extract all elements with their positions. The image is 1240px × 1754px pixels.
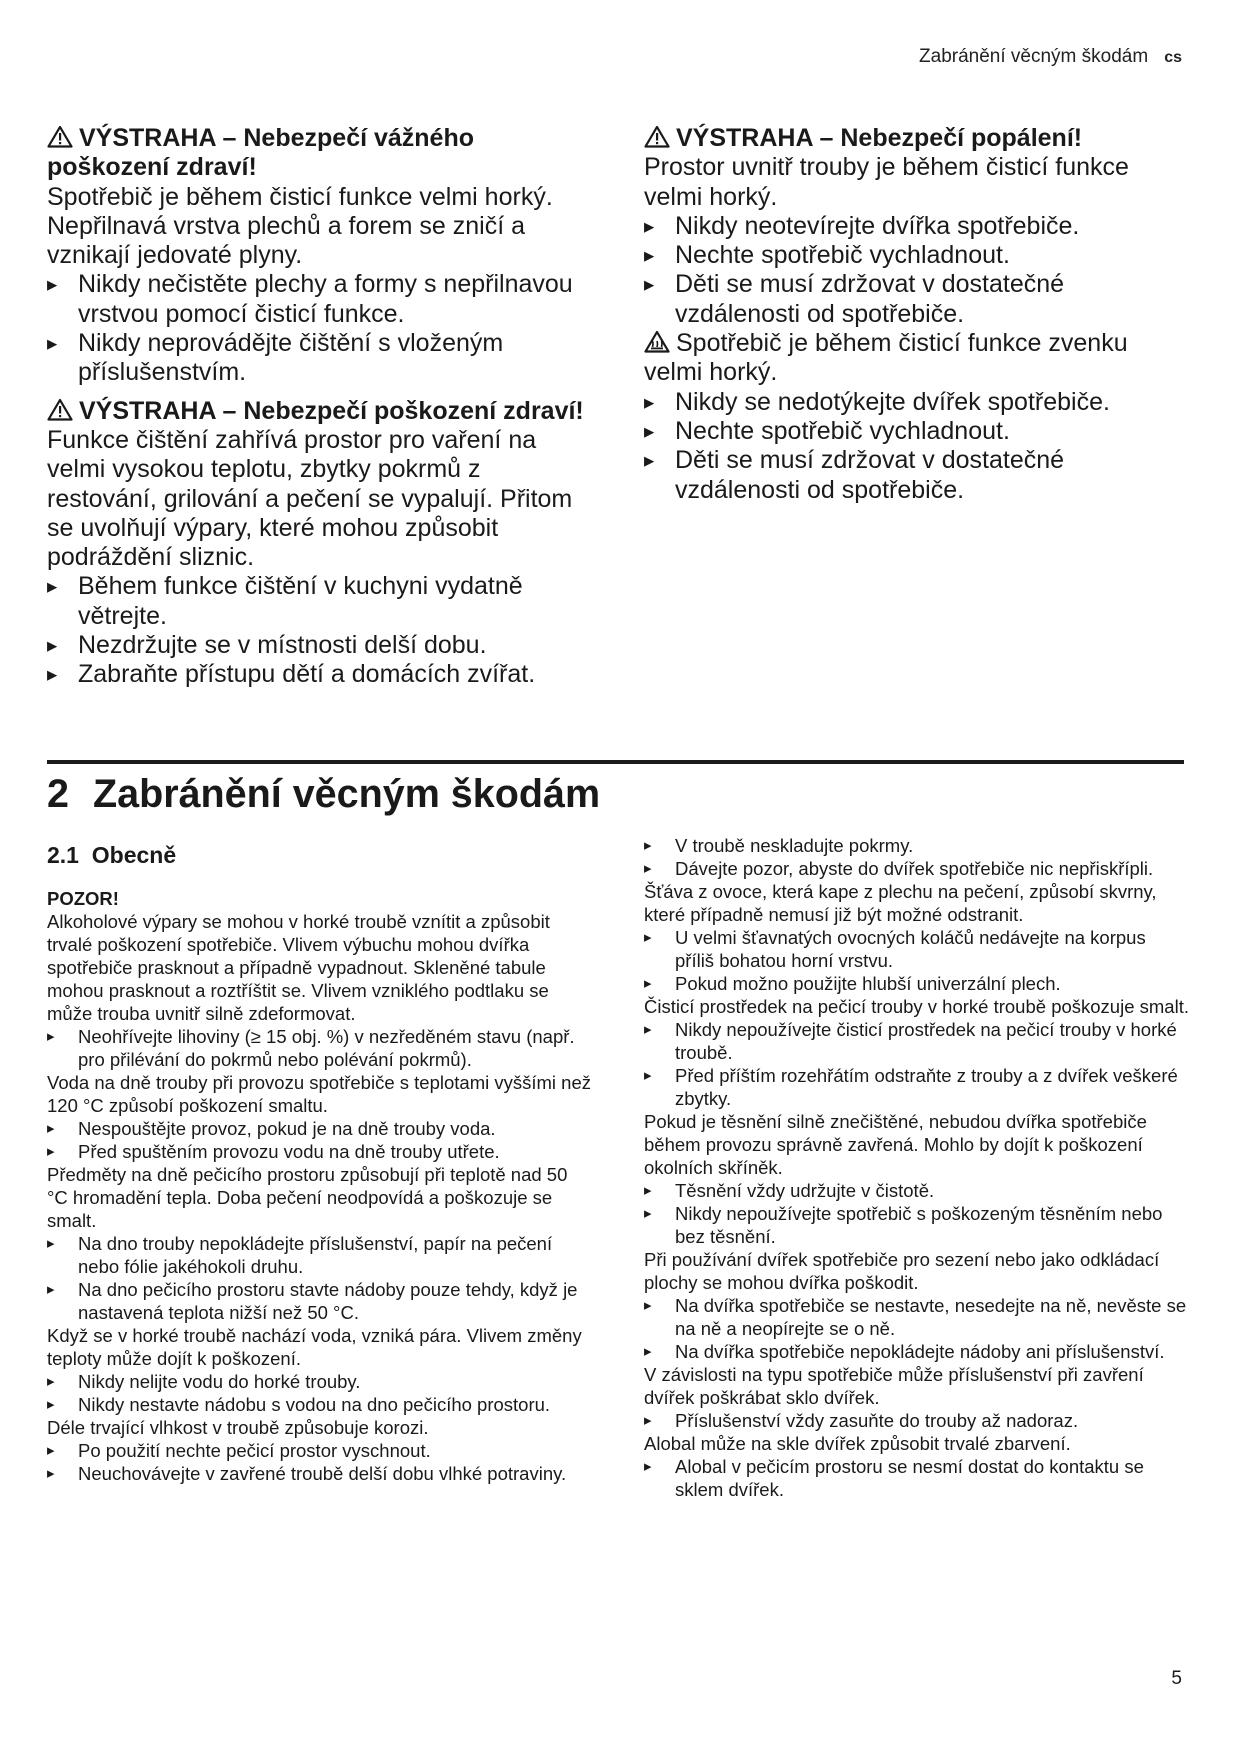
right-items [644, 834, 1189, 1501]
bullet-item: ▸ Těsnění vždy udržujte v čistotě. [644, 1179, 1189, 1202]
left-items [47, 910, 592, 1485]
bullet-item: ▸ Nikdy nepoužívejte čisticí prostředek na pečicí trouby v horké troubě. [644, 1018, 1189, 1064]
warning-bullet: ▸ Během funkce čištění v kuchyni vydatně větrejte. [47, 572, 592, 631]
bullet-item: ▸ Na dno pečicího prostoru stavte nádoby pouze tehdy, když je nastavená teplota nižší než 50 °C. [47, 1278, 592, 1324]
language-code: cs [1164, 49, 1182, 66]
warning-right [644, 124, 1189, 505]
bullet-item: ▸ Před příštím rozehřátím odstraňte z trouby a z dvířek veškeré zbytky. [644, 1064, 1189, 1110]
paragraph: Při používání dvířek spotřebiče pro sezení nebo jako odkládací plochy se mohou dvířka poškodit. [644, 1249, 1160, 1293]
bullet-item: ▸ Příslušenství vždy zasuňte do trouby až nadoraz. [644, 1409, 1189, 1432]
bullet-item: ▸ V troubě neskladujte pokrmy. [644, 834, 1189, 857]
paragraph: Čisticí prostředek na pečicí trouby v horké troubě poškozuje smalt. [644, 996, 1189, 1017]
bullet-item: ▸ Nikdy nelijte vodu do horké trouby. [47, 1370, 592, 1393]
section-title: Zabránění věcným škodám [92, 772, 601, 816]
warning-bullet: ▸ Zabraňte přístupu dětí a domácích zvířat. [47, 660, 592, 689]
warnings-left [47, 124, 592, 699]
paragraph: Když se v horké troubě nachází voda, vzniká pára. Vlivem změny teploty může dojít k poškození. [47, 1325, 582, 1369]
bullet-item: ▸ Nikdy nepoužívejte spotřebič s poškozeným těsněním nebo bez těsnění. [644, 1202, 1189, 1248]
warning-title: VÝSTRAHA – Nebezpečí vážného poškození zdraví! [47, 124, 475, 182]
subsection-title: Obecně [91, 842, 177, 868]
bullet-item: ▸ Na dvířka spotřebiče nepokládejte nádoby ani příslušenství. [644, 1340, 1189, 1363]
warning-triangle-icon [644, 125, 670, 148]
bullet-item: ▸ U velmi šťavnatých ovocných koláčů nedávejte na korpus příliš bohatou horní vrstvu. [644, 926, 1189, 972]
bullet-item: ▸ Po použití nechte pečicí prostor vyschnout. [47, 1439, 592, 1462]
warning-bullet: ▸ Nechte spotřebič vychladnout. [644, 241, 1189, 270]
warning-bullet: ▸ Děti se musí zdržovat v dostatečné vzdálenosti od spotřebiče. [644, 446, 1189, 505]
bullet-item: ▸ Neuchovávejte v zavřené troubě delší dobu vlhké potraviny. [47, 1462, 592, 1485]
section-left-column [47, 834, 592, 1485]
paragraph: Voda na dně trouby při provozu spotřebiče s teplotami vyššími než 120 °C způsobí poškození smaltu. [47, 1072, 591, 1116]
paragraph: Alkoholové výpary se mohou v horké troubě vznítit a způsobit trvalé poškození spotřebiče. Vlivem výbuchu mohou dvířka spotřebiče prasknout a případně vypadnout. Skleněné tabule mohou prasknout a roztříštit se. Vlivem vzniklého podtlaku se může trouba uvnitř silně zdeformovat. [47, 911, 550, 1024]
hot-surface-icon [644, 330, 670, 353]
bullet-item: ▸ Před spuštěním provozu vodu na dně trouby utřete. [47, 1140, 592, 1163]
warning-text: Prostor uvnitř trouby je během čisticí funkce velmi horký. [644, 153, 1129, 211]
paragraph: Šťáva z ovoce, která kape z plechu na pečení, způsobí skvrny, které případně nemusí již být možné odstranit. [644, 881, 1157, 925]
bullet-item: ▸ Nespouštějte provoz, pokud je na dně trouby voda. [47, 1117, 592, 1140]
bullet-item: ▸ Dávejte pozor, abyste do dvířek spotřebiče nic nepřiskřípli. [644, 857, 1189, 880]
warning-title: VÝSTRAHA – Nebezpečí poškození zdraví! [79, 396, 584, 425]
section-heading [47, 772, 600, 817]
page-number: 5 [1171, 1668, 1182, 1689]
section-right-column [644, 834, 1189, 1501]
paragraph: Pokud je těsnění silně znečištěné, nebudou dvířka spotřebiče během provozu správně zavřená. Mohlo by dojít k poškození okolních skříněk. [644, 1111, 1147, 1178]
warning-bullet: ▸ Děti se musí zdržovat v dostatečné vzdálenosti od spotřebiče. [644, 270, 1189, 329]
warning-bullet: ▸ Nikdy nečistěte plechy a formy s nepřilnavou vrstvou pomocí čisticí funkce. [47, 270, 592, 329]
subsection-number: 2.1 [47, 842, 79, 868]
warning-block [47, 124, 592, 388]
warning-text: Spotřebič je během čisticí funkce zvenku velmi horký. [644, 329, 1128, 387]
warning-bullet: ▸ Nechte spotřebič vychladnout. [644, 417, 1189, 446]
paragraph: Předměty na dně pečicího prostoru způsobují při teplotě nad 50 °C hromadění tepla. Doba pečení neodpovídá a poškozuje se smalt. [47, 1164, 568, 1231]
warning-text: Spotřebič je během čisticí funkce velmi horký. Nepřilnavá vrstva plechů a forem se zničí a vznikají jedovaté plyny. [47, 182, 553, 270]
warning-block [47, 397, 592, 690]
section-number: 2 [47, 772, 69, 816]
bullet-item: ▸ Pokud možno použijte hlubší univerzální plech. [644, 972, 1189, 995]
warning-triangle-icon [47, 398, 73, 421]
paragraph: V závislosti na typu spotřebiče může příslušenství při zavření dvířek poškrábat sklo dvířek. [644, 1364, 1144, 1408]
warning-text: Funkce čištění zahřívá prostor pro vaření na velmi vysokou teplotu, zbytky pokrmů z restování, grilování a pečení se vypalují. Přitom se uvolňují výpary, které mohou způsobit podráždění sliznic. [47, 425, 573, 572]
subsection-heading [47, 844, 592, 867]
bullet-item: ▸ Alobal v pečicím prostoru se nesmí dostat do kontaktu se sklem dvířek. [644, 1455, 1189, 1501]
warning-bullet: ▸ Nezdržujte se v místnosti delší dobu. [47, 631, 592, 660]
section-divider [47, 760, 1184, 764]
header-title: Zabránění věcným škodám [919, 46, 1149, 67]
warning-triangle-icon [47, 125, 73, 148]
paragraph: Déle trvající vlhkost v troubě způsobuje korozi. [47, 1417, 429, 1438]
bullet-item: ▸ Na dvířka spotřebiče se nestavte, nesedejte na ně, nevěste se na ně a neopírejte se o ně. [644, 1294, 1189, 1340]
warning-bullet: ▸ Nikdy neotevírejte dvířka spotřebiče. [644, 212, 1189, 241]
paragraph: Alobal může na skle dvířek způsobit trvalé zbarvení. [644, 1433, 1071, 1454]
bullet-item: ▸ Neohřívejte lihoviny (≥ 15 obj. %) v nezředěném stavu (např. pro přilévání do pokrmů nebo polévání pokrmů). [47, 1025, 592, 1071]
bullet-item: ▸ Na dno trouby nepokládejte příslušenství, papír na pečení nebo fólie jakéhokoli druhu. [47, 1232, 592, 1278]
warning-bullet: ▸ Nikdy neprovádějte čištění s vloženým příslušenstvím. [47, 329, 592, 388]
bullet-item: ▸ Nikdy nestavte nádobu s vodou na dno pečicího prostoru. [47, 1393, 592, 1416]
running-header [919, 46, 1182, 68]
warning-title: VÝSTRAHA – Nebezpečí popálení! [676, 124, 1083, 152]
warning-bullet: ▸ Nikdy se nedotýkejte dvířek spotřebiče. [644, 388, 1189, 417]
caution-label: POZOR! [47, 888, 119, 909]
